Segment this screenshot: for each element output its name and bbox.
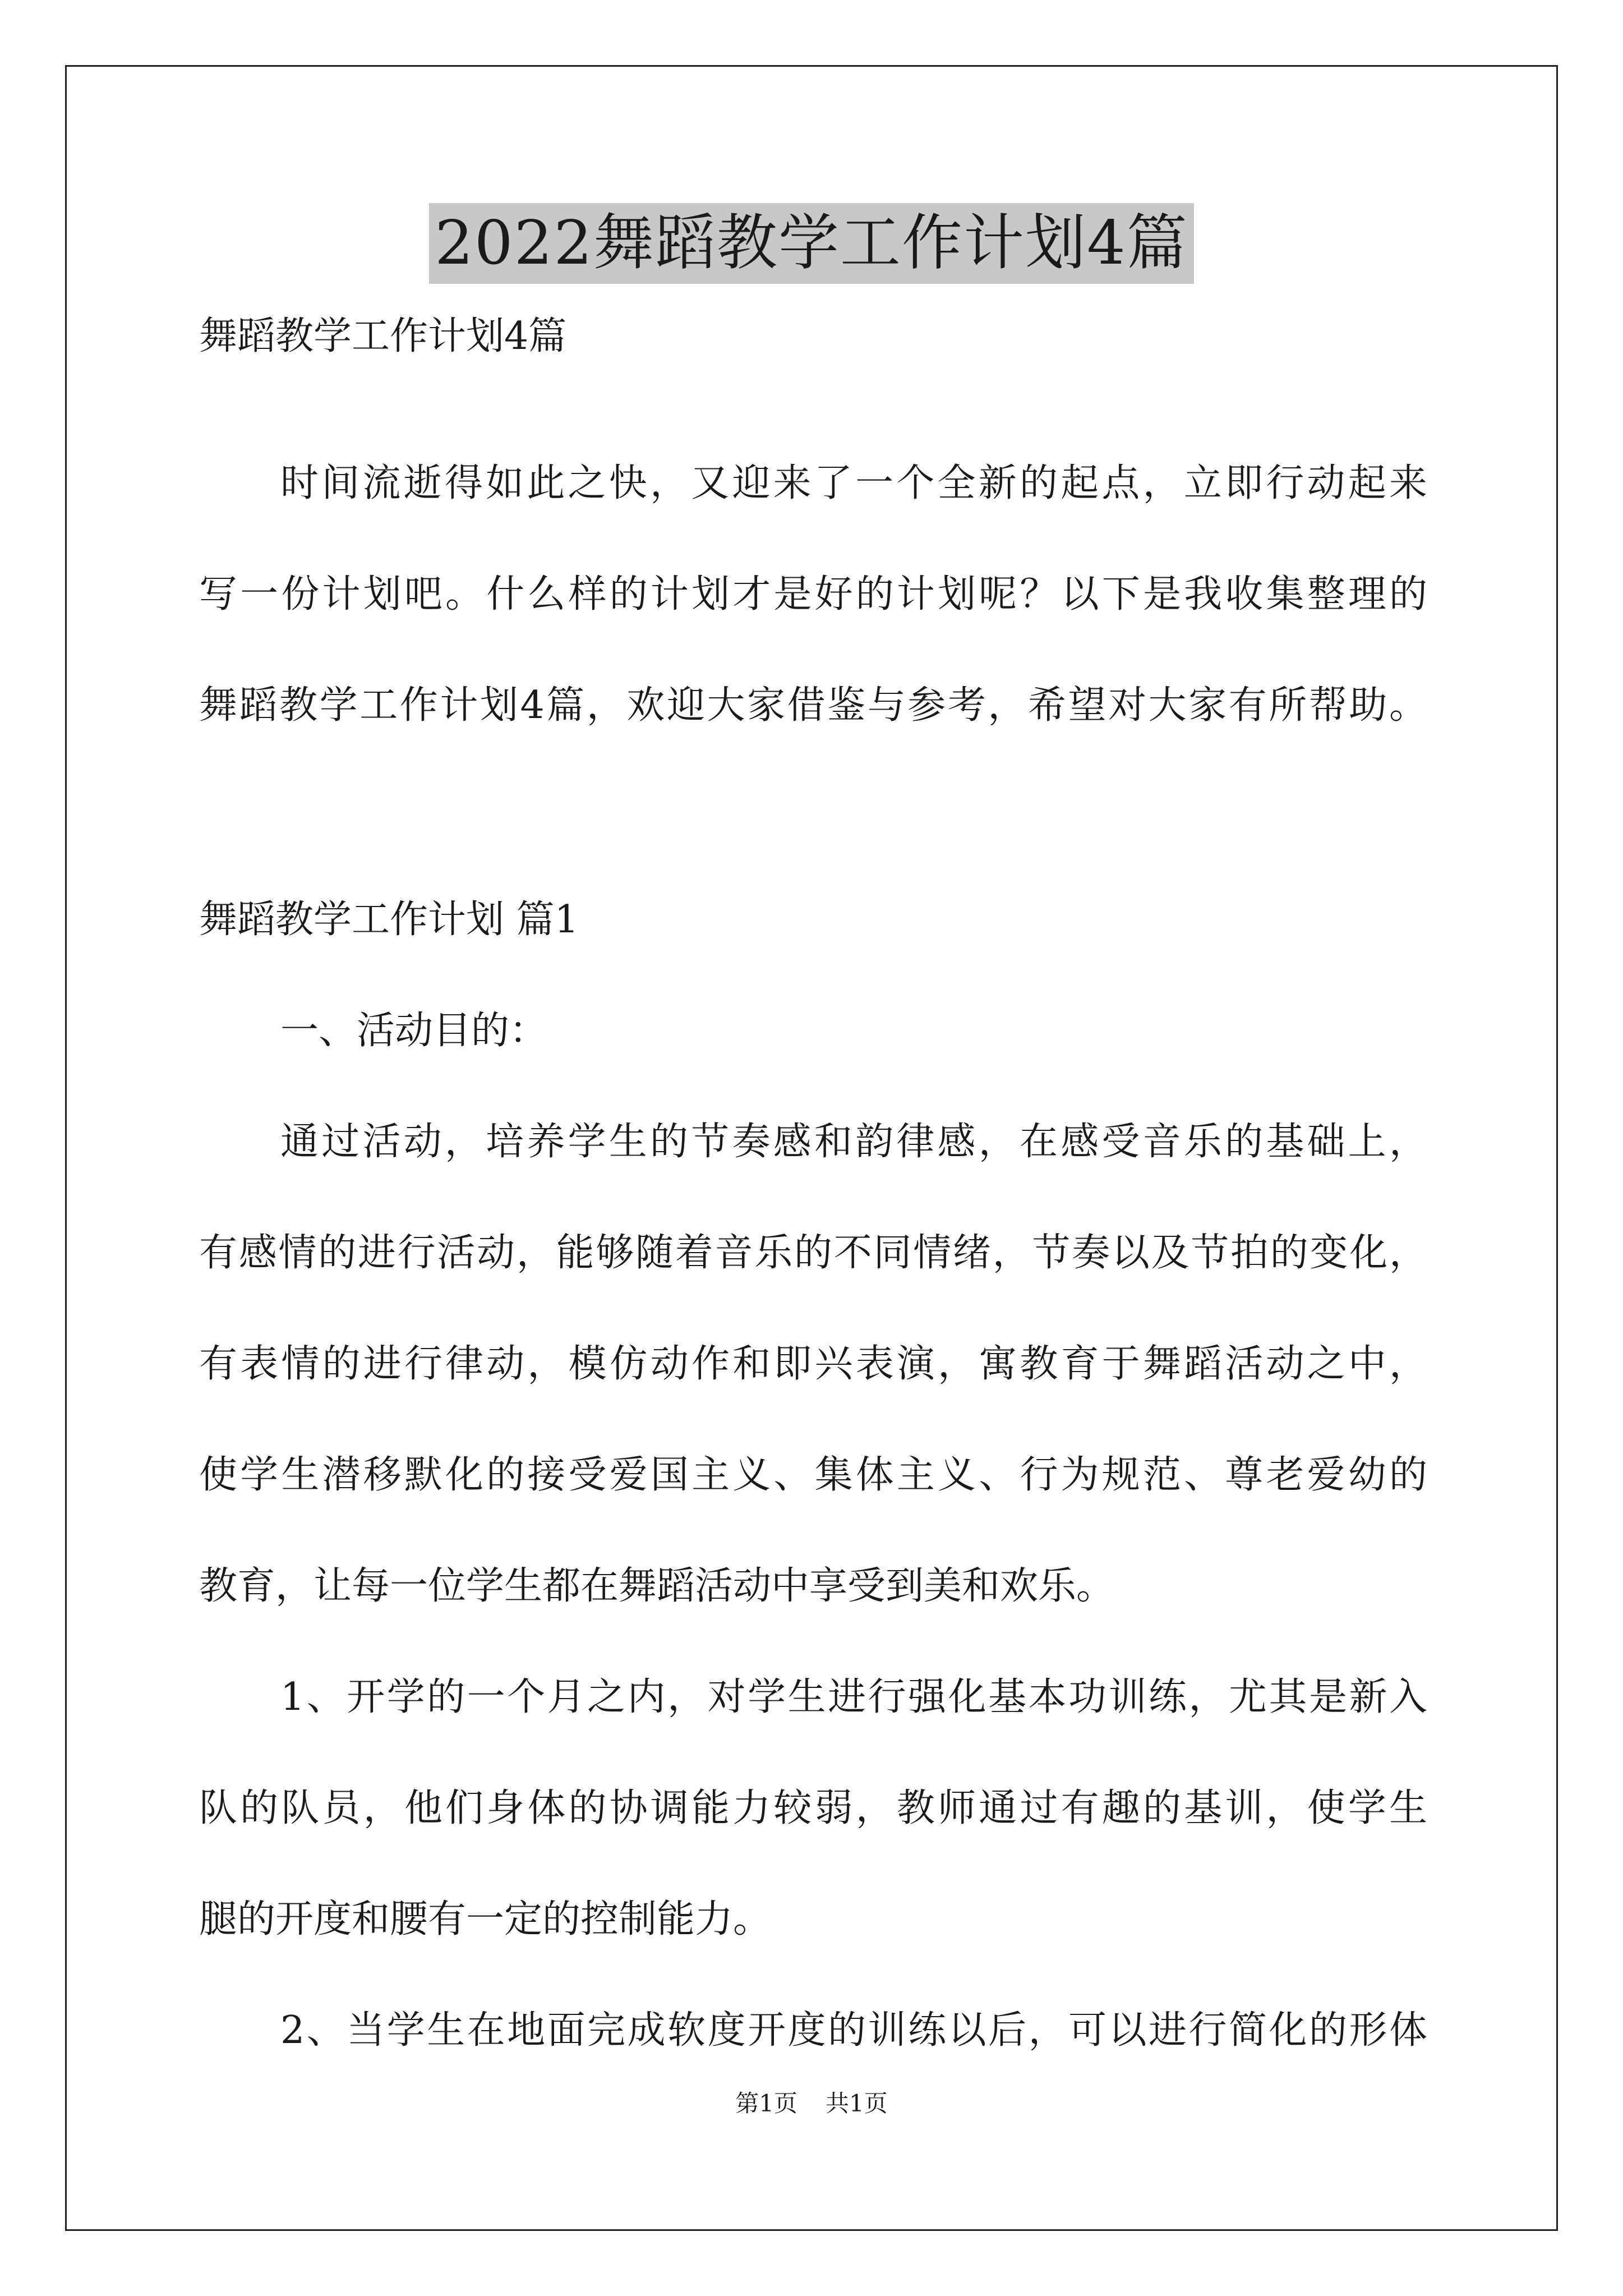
document-title: 2022舞蹈教学工作计划4篇 [429,203,1194,284]
purpose-line-3: 有表情的进行律动，模仿动作和即兴表演，寓教育于舞蹈活动之中， [199,1342,1427,1386]
document-subtitle: 舞蹈教学工作计划4篇 [199,314,567,358]
section-heading: 舞蹈教学工作计划 篇1 [199,898,579,942]
page-number: 第1页 [735,2090,797,2117]
purpose-line-2: 有感情的进行活动，能够随着音乐的不同情绪，节奏以及节拍的变化， [199,1231,1427,1275]
page-total: 共1页 [826,2090,888,2117]
title-container [0,203,1623,284]
point1-line-3: 腿的开度和腰有一定的控制能力。 [199,1897,772,1941]
intro-line-3: 舞蹈教学工作计划4篇，欢迎大家借鉴与参考，希望对大家有所帮助。 [199,683,1427,728]
item-heading: 一、活动目的： [280,1009,548,1053]
point1-line-2: 队的队员，他们身体的协调能力较弱，教师通过有趣的基训，使学生 [199,1786,1427,1830]
purpose-line-4: 使学生潜移默化的接受爱国主义、集体主义、行为规范、尊老爱幼的 [199,1453,1427,1497]
purpose-line-5: 教育，让每一位学生都在舞蹈活动中享受到美和欢乐。 [199,1564,1115,1608]
page-footer [0,2088,1623,2119]
point1-line-1: 1、开学的一个月之内，对学生进行强化基本功训练，尤其是新入 [280,1675,1427,1719]
point2-line-1: 2、当学生在地面完成软度开度的训练以后，可以进行简化的形体 [280,2008,1427,2053]
intro-line-1: 时间流逝得如此之快，又迎来了一个全新的起点，立即行动起来 [280,461,1427,505]
intro-line-2: 写一份计划吧。什么样的计划才是好的计划呢？以下是我收集整理的 [199,572,1427,616]
purpose-line-1: 通过活动，培养学生的节奏感和韵律感，在感受音乐的基础上， [280,1120,1427,1164]
